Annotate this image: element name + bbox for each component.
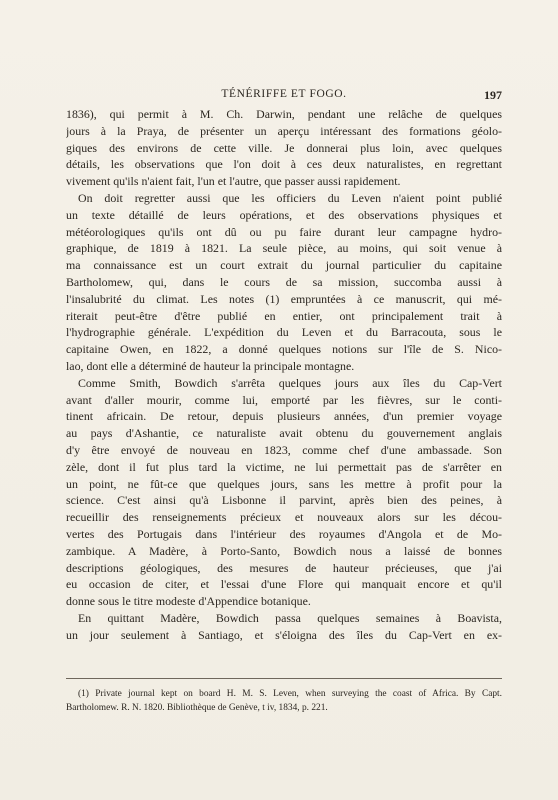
text-line: graphique, de 1819 à 1821. La seule pièce, au moins, qui soit venue à — [66, 241, 502, 256]
text-line: avant d'aller mourir, comme lui, emporté par les fièvres, sur le conti- — [66, 392, 502, 407]
text-line: vertes des Portugais dans l'intérieur des royaumes d'Angola et de Mo- — [66, 526, 502, 541]
footnote-line: (1) Private journal kept on board H. M. S. Leven, when surveying the coast of Africa. By Capt. — [78, 689, 502, 699]
footnote-line: Bartholomew. R. N. 1820. Bibliothèque de Genève, t iv, 1834, p. 221. — [66, 703, 328, 713]
text-line: descriptions géologiques, des mesures de hauteur précieuses, que j'ai — [66, 560, 502, 575]
text-line: l'hydrographie générale. L'expédition du Leven et du Barracouta, sous le — [66, 325, 502, 340]
footnote — [66, 687, 502, 715]
text-line: science. C'est ainsi qu'à Lisbonne il parvint, après bien des peines, à — [66, 493, 502, 508]
text-line: recueillir des renseignements précieux et nouveaux alors sur les décou- — [66, 510, 502, 525]
text-line: détails, les observations que l'on doit à ces deux naturalistes, en regrettant — [66, 157, 502, 172]
text-line: zambique. A Madère, à Porto-Santo, Bowdich nous a laissé de bonnes — [66, 543, 502, 558]
text-line: Bartholomew, qui, dans le cours de sa mission, succomba aussi à — [66, 274, 502, 289]
text-line: l'insalubrité du climat. Les notes (1) empruntées à ce manuscrit, qui mé- — [66, 291, 502, 306]
page-number: 197 — [484, 88, 502, 102]
page-header — [66, 88, 502, 104]
text-line: giques des environs de cette ville. Je donnerai plus loin, avec quelques — [66, 140, 502, 155]
text-line: riterait peut-être d'être publié en entier, ont principalement trait à — [66, 308, 502, 323]
text-line: En quittant Madère, Bowdich passa quelques semaines à Boavista, — [78, 610, 502, 625]
text-line: eu occasion de citer, et l'essai d'une Flore qui manquait encore et qu'il — [66, 577, 502, 592]
footnote-divider — [66, 678, 502, 679]
running-title: TÉNÉRIFFE ET FOGO. — [221, 88, 347, 100]
text-line: zèle, dont il fut plus tard la victime, ne lui permettait pas de s'arrêter en — [66, 459, 502, 474]
text-line: jours à la Praya, de présenter un aperçu intéressant des formations géolo- — [66, 123, 502, 138]
text-line: lao, dont elle a déterminé de hauteur la principale montagne. — [66, 358, 355, 373]
text-line: 1836), qui permit à M. Ch. Darwin, pendant une relâche de quelques — [66, 107, 502, 121]
text-line: vivement qu'ils n'aient fait, l'un et l'autre, que passer aussi rapidement. — [66, 174, 401, 189]
text-line: un texte détaillé de leurs opérations, et des observations physiques et — [66, 207, 502, 222]
text-line: au pays d'Ashantie, ce naturaliste avait obtenu du gouvernement anglais — [66, 426, 502, 441]
text-line: d'y être envoyé de nouveau en 1823, comme chef d'une ambassade. Son — [66, 442, 502, 457]
text-line: météorologiques qu'ils ont dû ou pu faire durant leur campagne hydro- — [66, 224, 502, 239]
text-line: un point, ne fût-ce que quelques jours, sans les mettre à profit pour la — [66, 476, 502, 491]
text-line: donne sous le titre modeste d'Appendice botanique. — [66, 594, 311, 609]
text-line: un jour seulement à Santiago, et s'éloigna des îles du Cap-Vert en ex- — [66, 627, 502, 642]
text-line: Comme Smith, Bowdich s'arrêta quelques jours aux îles du Cap-Vert — [78, 375, 502, 390]
text-line: On doit regretter aussi que les officiers du Leven n'aient point publié — [78, 190, 502, 205]
text-line: ma connaissance est un court extrait du journal particulier du capitaine — [66, 258, 502, 273]
text-line: tinent africain. De retour, depuis plusieurs années, d'un premier voyage — [66, 409, 502, 424]
text-line: capitaine Owen, en 1822, a donné quelques notions sur l'île de S. Nico- — [66, 342, 502, 357]
body-text — [66, 106, 502, 644]
